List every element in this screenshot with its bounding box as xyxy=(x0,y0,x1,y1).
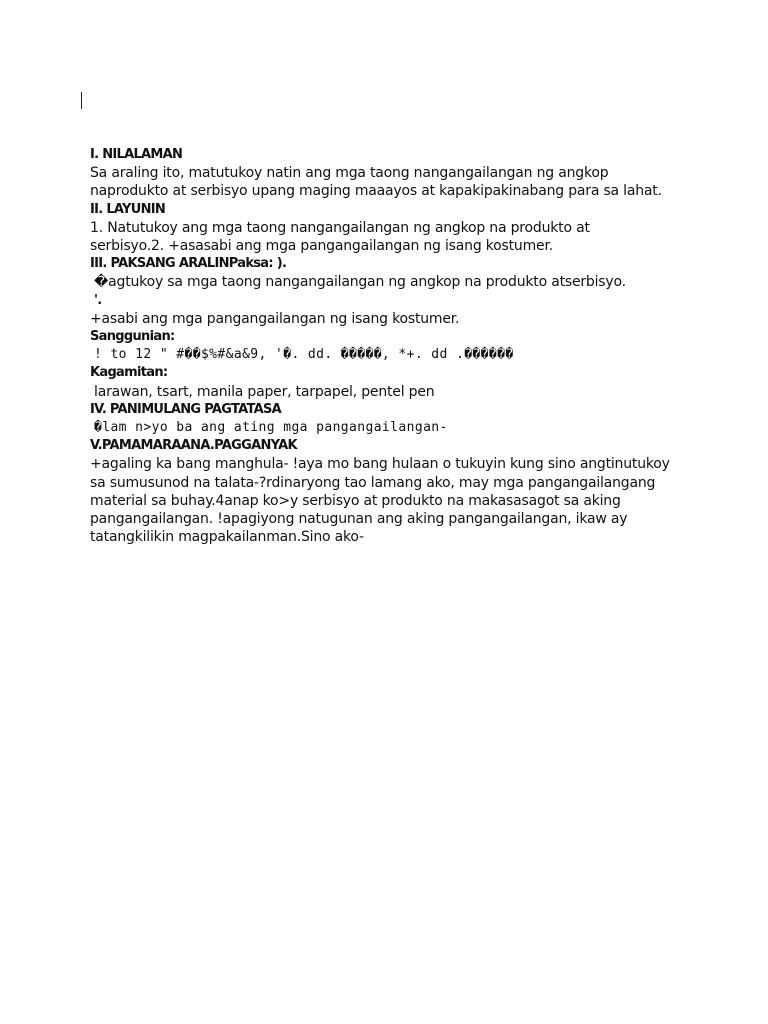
paksa-text-line: �agtukoy sa mga taong nangangailangan ng angkop na produkto atserbisyo. xyxy=(94,274,626,291)
heading-kagamitan: Kagamitan: xyxy=(90,365,168,381)
heading-sanggunian: Sanggunian: xyxy=(90,329,175,345)
nilalaman-text-line: Sa araling ito, matutukoy natin ang mga taong nangangailangan ng angkop xyxy=(90,165,609,182)
heading-pamamaraan: V.PAMAMARAANA.PAGGANYAK xyxy=(90,438,297,454)
heading-panimulang-pagtatasa: IV. PANIMULANG PAGTATASA xyxy=(90,401,282,417)
pamamaraan-text-line: sa sumusunod na talata-?rdinaryong tao lamang ako, may mga pangangailangang xyxy=(90,474,656,491)
paksa-marker: '. xyxy=(94,292,102,308)
sanggunian-text-line: ! to 12 " #��$%#&a&9, '�. dd. �����, *+. dd .������ xyxy=(94,347,514,363)
paksa-text-line: +asabi ang mga pangangailangan ng isang kostumer. xyxy=(90,310,460,327)
pamamaraan-text-line: pangangailangan. !apagiyong natugunan ang aking pangangailangan, ikaw ay xyxy=(90,511,628,528)
pagtatasa-text-line: �lam n>yo ba ang ating mga pangangailangan- xyxy=(94,420,448,436)
pamamaraan-text-line: material sa buhay.4anap ko>y serbisyo at produkto na makasasagot sa aking xyxy=(90,492,621,509)
heading-paksang-aralin: III. PAKSANG ARALINPaksa: ). xyxy=(90,256,287,272)
nilalaman-text-line: naprodukto at serbisyo upang maging maaayos at kapakipakinabang para sa lahat. xyxy=(90,183,662,200)
layunin-text-line: 1. Natutukoy ang mga taong nangangailangan ng angkop na produkto at xyxy=(90,219,590,236)
text-cursor xyxy=(81,92,82,109)
heading-nilalaman: I. NILALAMAN xyxy=(90,147,183,162)
heading-layunin: II. LAYUNIN xyxy=(90,201,166,217)
kagamitan-text-line: larawan, tsart, manila paper, tarpapel, pentel pen xyxy=(94,383,435,400)
layunin-text-line: serbisyo.2. +asasabi ang mga pangangailangan ng isang kostumer. xyxy=(90,238,553,255)
document-body xyxy=(90,146,730,546)
pamamaraan-text-line: +agaling ka bang manghula- !aya mo bang hulaan o tukuyin kung sino angtinutukoy xyxy=(90,456,670,473)
pamamaraan-text-line: tatangkilikin magpakailanman.Sino ako- xyxy=(90,529,364,546)
